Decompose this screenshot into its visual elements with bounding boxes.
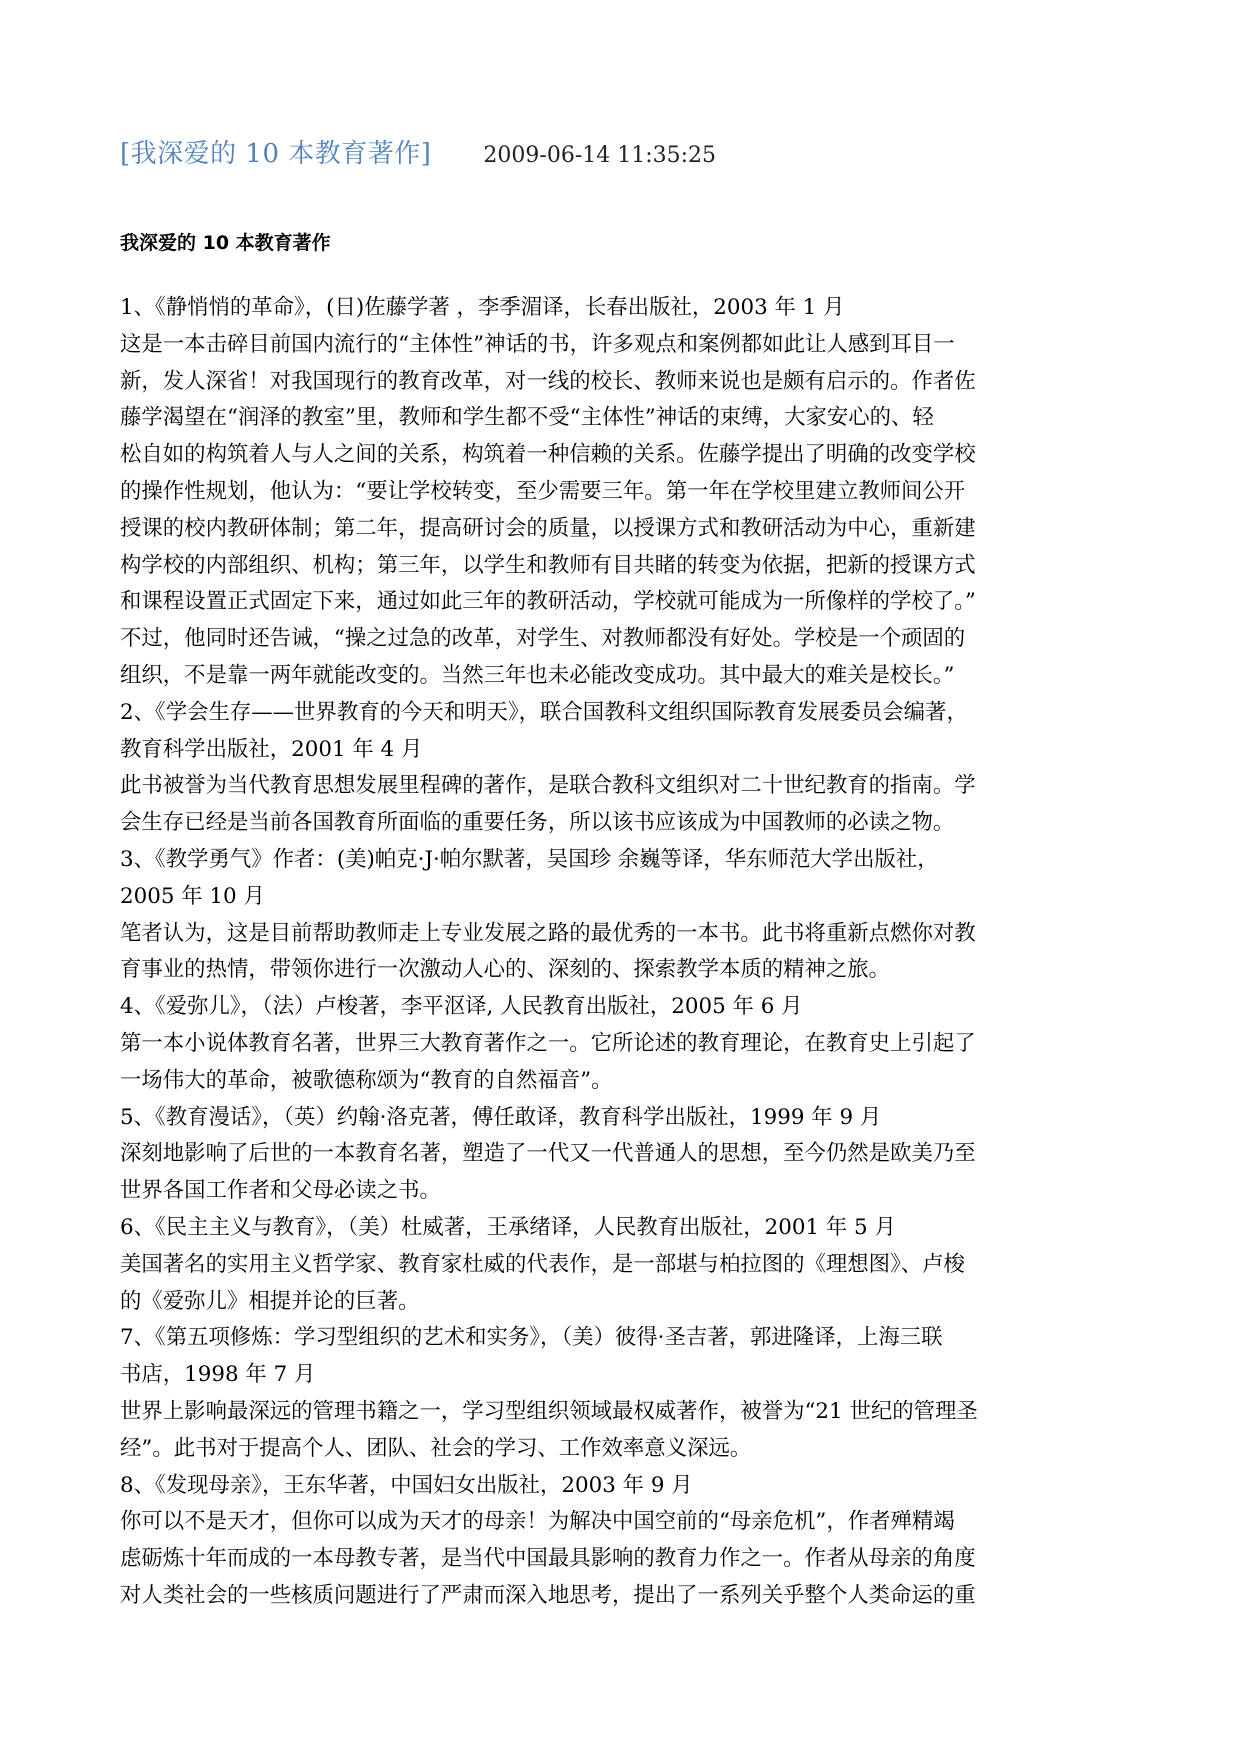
- text-line: 这是一本击碎目前国内流行的“主体性”神话的书，许多观点和案例都如此让人感到耳目一: [120, 331, 955, 357]
- text-line: 8、《发现母亲》，王东华著，中国妇女出版社，2003 年 9 月: [120, 1472, 693, 1498]
- text-line: 你可以不是天才，但你可以成为天才的母亲！为解决中国空前的“母亲危机”，作者殚精竭: [120, 1509, 955, 1535]
- text-line: 4、《爱弥儿》，（法）卢梭著，李平沤译, 人民教育出版社，2005 年 6 月: [120, 994, 803, 1020]
- text-line: 深刻地影响了后世的一本教育名著，塑造了一代又一代普通人的思想，至今仍然是欧美乃至: [120, 1141, 976, 1167]
- text-line: 构学校的内部组织、机构；第三年，以学生和教师有目共睹的转变为依据，把新的授课方式: [120, 552, 976, 578]
- text-line: 和课程设置正式固定下来，通过如此三年的教研活动，学校就可能成为一所像样的学校了。”: [120, 589, 976, 615]
- text-line: 2、《学会生存——世界教育的今天和明天》，联合国教科文组织国际教育发展委员会编著，: [120, 699, 968, 725]
- text-line: 书店，1998 年 7 月: [120, 1362, 316, 1388]
- text-line: 一场伟大的革命，被歌德称颂为“教育的自然福音”。: [120, 1067, 613, 1093]
- text-line: 世界上影响最深远的管理书籍之一，学习型组织领域最权威著作，被誉为“21 世纪的管理圣: [120, 1398, 978, 1424]
- text-line: 不过，他同时还告诫，“操之过急的改革，对学生、对教师都没有好处。学校是一个顽固的: [120, 626, 966, 652]
- post-datetime: 2009-06-14 11:35:25: [483, 143, 717, 168]
- document-title: 我深爱的 10 本教育著作: [120, 232, 331, 254]
- text-line: 世界各国工作者和父母必读之书。: [120, 1178, 441, 1204]
- text-line: 对人类社会的一些核质问题进行了严肃而深入地思考，提出了一系列关乎整个人类命运的重: [120, 1582, 976, 1608]
- text-line: 6、《民主主义与教育》，（美）杜威著，王承绪译，人民教育出版社，2001 年 5 月: [120, 1214, 896, 1240]
- text-line: 松自如的构筑着人与人之间的关系，构筑着一种信赖的关系。佐藤学提出了明确的改变学校: [120, 442, 976, 468]
- text-line: 虑砺炼十年而成的一本母教专著，是当代中国最具影响的教育力作之一。作者从母亲的角度: [120, 1546, 976, 1572]
- text-line: 会生存已经是当前各国教育所面临的重要任务，所以该书应该成为中国教师的必读之物。: [120, 810, 955, 836]
- text-line: 新，发人深省！对我国现行的教育改革，对一线的校长、教师来说也是颇有启示的。作者佐: [120, 368, 976, 394]
- text-line: 育事业的热情，带领你进行一次激动人心的、深刻的、探索教学本质的精神之旅。: [120, 957, 891, 983]
- text-line: 2005 年 10 月: [120, 883, 265, 909]
- text-line: 的《爱弥儿》相提并论的巨著。: [120, 1288, 420, 1314]
- text-line: 的操作性规划，他认为：“要让学校转变，至少需要三年。第一年在学校里建立教师间公开: [120, 478, 966, 504]
- text-line: 藤学渴望在“润泽的教室”里，教师和学生都不受“主体性”神话的束缚，大家安心的、轻: [120, 405, 934, 431]
- text-line: 1、《静悄悄的革命》，(日)佐藤学著 ，李季湄译，长春出版社，2003 年 1 月: [120, 295, 845, 320]
- post-title-link[interactable]: [我深爱的 10 本教育著作]: [120, 139, 432, 169]
- text-line: 7、《第五项修炼：学习型组织的艺术和实务》，（美）彼得·圣吉著，郭进隆译，上海三联: [120, 1325, 943, 1351]
- text-line: 笔者认为，这是目前帮助教师走上专业发展之路的最优秀的一本书。此书将重新点燃你对教: [120, 920, 976, 946]
- text-line: 此书被誉为当代教育思想发展里程碑的著作，是联合教科文组织对二十世纪教育的指南。学: [120, 773, 976, 799]
- text-line: 授课的校内教研体制；第二年，提高研讨会的质量，以授课方式和教研活动为中心，重新建: [120, 515, 976, 541]
- text-line: 组织，不是靠一两年就能改变的。当然三年也未必能改变成功。其中最大的难关是校长。”: [120, 662, 955, 688]
- text-line: 3、《教学勇气》作者：(美)帕克·J·帕尔默著，吴国珍 余巍等译，华东师范大学出版社，: [120, 846, 939, 872]
- article-body: [120, 290, 1122, 1615]
- text-line: 5、《教育漫话》，（英）约翰·洛克著，傅任敢译，教育科学出版社，1999 年 9 月: [120, 1104, 882, 1130]
- text-line: 第一本小说体教育名著，世界三大教育著作之一。它所论述的教育理论，在教育史上引起了: [120, 1030, 976, 1056]
- post-header: [120, 133, 716, 173]
- text-line: 教育科学出版社，2001 年 4 月: [120, 736, 423, 762]
- text-line: 经”。此书对于提高个人、团队、社会的学习、工作效率意义深远。: [120, 1435, 752, 1461]
- text-line: 美国著名的实用主义哲学家、教育家杜威的代表作，是一部堪与柏拉图的《理想图》、卢梭: [120, 1251, 965, 1277]
